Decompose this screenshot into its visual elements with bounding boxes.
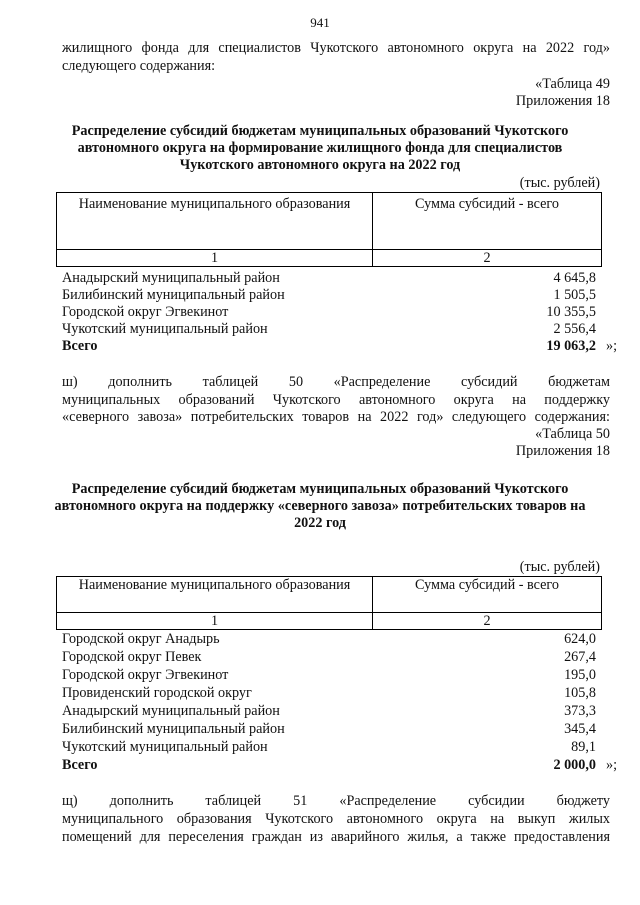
row-name: Анадырский муниципальный район xyxy=(62,703,280,719)
row-value: 345,4 xyxy=(564,721,596,737)
total-value: 19 063,2 xyxy=(546,338,596,354)
row-name: Городской округ Певек xyxy=(62,649,202,665)
para-sh-line-3: «северного завоза» потребительских товаров на 2022 год» следующего содержания: xyxy=(62,409,610,425)
row-value: 105,8 xyxy=(564,685,596,701)
row-value: 373,3 xyxy=(564,703,596,719)
row-value: 10 355,5 xyxy=(546,304,596,320)
table49-label: «Таблица 49 xyxy=(535,76,610,92)
para-sh-line-2: муниципальных образований Чукотского автономного округа на поддержку xyxy=(62,392,610,408)
table-row xyxy=(62,739,596,756)
row-name: Анадырский муниципальный район xyxy=(62,270,280,286)
row-value: 267,4 xyxy=(564,649,596,665)
table50-title: Распределение субсидий бюджетам муниципальных образований Чукотского автономного округа на поддержку «северного завоза» потребительских товаров на 2022 год xyxy=(54,481,586,531)
row-name: Городской округ Анадырь xyxy=(62,631,220,647)
page-number: 941 xyxy=(310,15,330,30)
table49-header xyxy=(56,192,602,267)
table50-appendix: Приложения 18 xyxy=(515,443,610,459)
row-name: Чукотский муниципальный район xyxy=(62,739,268,755)
para-sh-line-1: ш) дополнить таблицей 50 «Распределение субсидий бюджетам xyxy=(62,374,610,390)
total-label: Всего xyxy=(62,757,98,773)
table50-label: «Таблица 50 xyxy=(535,426,610,442)
table-total-row xyxy=(62,757,596,774)
table-row xyxy=(62,287,596,304)
table-row xyxy=(62,631,596,648)
table49-title: Распределение субсидий бюджетам муниципальных образований Чукотского автономного округа на формирование жилищного фонда для специалистов Чукотского автономного округа на 2022 год xyxy=(71,123,569,173)
table49-col1-num: 1 xyxy=(57,250,373,267)
para-shch-line-3: помещений для переселения граждан из аварийного жилья, а также предоставления xyxy=(62,829,610,845)
total-value: 2 000,0 xyxy=(553,757,596,773)
table-row xyxy=(62,703,596,720)
table-row xyxy=(62,304,596,321)
table-total-row xyxy=(62,338,596,355)
table49-col2-num: 2 xyxy=(373,250,602,267)
row-name: Билибинский муниципальный район xyxy=(62,721,285,737)
table49-appendix: Приложения 18 xyxy=(515,93,610,109)
table-row xyxy=(62,270,596,287)
para-shch-line-1: щ) дополнить таблицей 51 «Распределение субсидии бюджету xyxy=(62,793,610,809)
para-shch-line-2: муниципального образования Чукотского автономного округа на выкуп жилых xyxy=(62,811,610,827)
row-value: 624,0 xyxy=(564,631,596,647)
row-name: Чукотский муниципальный район xyxy=(62,321,268,337)
table50-col1-header: Наименование муниципального образования xyxy=(57,577,373,613)
table49-col1-header: Наименование муниципального образования xyxy=(57,193,373,250)
row-name: Билибинский муниципальный район xyxy=(62,287,285,303)
table49-unit: (тыс. рублей) xyxy=(519,175,600,191)
intro-line-2: следующего содержания: xyxy=(62,58,216,74)
row-name: Городской округ Эгвекинот xyxy=(62,667,229,683)
table-row xyxy=(62,685,596,702)
table-row xyxy=(62,321,596,338)
row-value: 2 556,4 xyxy=(553,321,596,337)
total-label: Всего xyxy=(62,338,98,354)
table49-close-mark: »; xyxy=(606,338,618,354)
row-value: 195,0 xyxy=(564,667,596,683)
table50-col2-header: Сумма субсидий - всего xyxy=(373,577,602,613)
row-value: 89,1 xyxy=(571,739,596,755)
table-row xyxy=(62,721,596,738)
row-value: 4 645,8 xyxy=(553,270,596,286)
table50-col1-num: 1 xyxy=(57,613,373,630)
table-row xyxy=(62,667,596,684)
row-name: Провиденский городской округ xyxy=(62,685,252,701)
table50-close-mark: »; xyxy=(606,757,618,773)
table50-col2-num: 2 xyxy=(373,613,602,630)
row-value: 1 505,5 xyxy=(553,287,596,303)
row-name: Городской округ Эгвекинот xyxy=(62,304,229,320)
table50-header xyxy=(56,576,602,630)
intro-line-1: жилищного фонда для специалистов Чукотского автономного округа на 2022 год» xyxy=(62,40,610,56)
table50-unit: (тыс. рублей) xyxy=(519,559,600,575)
table49-col2-header: Сумма субсидий - всего xyxy=(373,193,602,250)
table-row xyxy=(62,649,596,666)
